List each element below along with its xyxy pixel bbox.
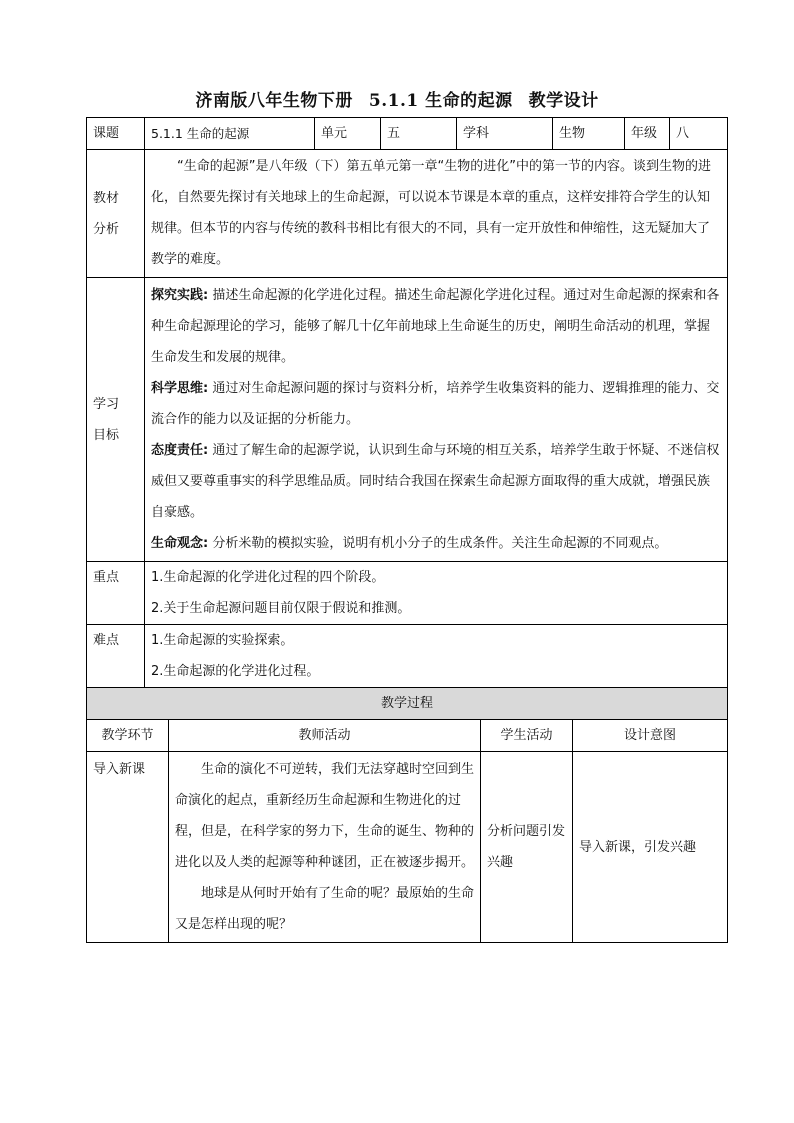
process-intent: 导入新课，引发兴趣 [573, 752, 728, 943]
objective-lead: 科学思维: [151, 381, 209, 396]
objectives-label-line2: 目标 [93, 427, 120, 443]
objective-text: 通过对生命起源问题的探讨与资料分析，培养学生收集资料的能力、逻辑推理的能力、交流合作的能力以及证据的分析能力。 [151, 381, 720, 427]
unit-label: 单元 [315, 118, 381, 150]
unit-value: 五 [381, 118, 457, 150]
difficulties-label: 难点 [87, 625, 145, 688]
analysis-label-line1: 教材 [93, 190, 120, 206]
objective-item [151, 528, 721, 559]
process-row [87, 752, 728, 943]
topic-label: 课题 [87, 118, 145, 150]
title-main: 济南版八年生物下册 [195, 91, 353, 111]
title-suffix: 教学设计 [528, 91, 599, 111]
analysis-row [87, 150, 728, 278]
teacher-paragraph: 地球是从何时开始有了生命的呢？最原始的生命又是怎样出现的呢？ [175, 886, 475, 932]
topic-value: 5.1.1 生命的起源 [145, 118, 315, 150]
info-row [87, 118, 728, 150]
column-stage: 教学环节 [87, 720, 169, 752]
column-intent: 设计意图 [573, 720, 728, 752]
key-point-item: 2.关于生命起源问题目前仅限于假说和推测。 [151, 601, 411, 616]
difficulty-item: 2.生命起源的化学进化过程。 [151, 664, 320, 679]
objectives-label-line1: 学习 [93, 396, 120, 412]
key-point-item: 1.生命起源的化学进化过程的四个阶段。 [151, 570, 385, 585]
subject-label: 学科 [457, 118, 553, 150]
process-columns-row [87, 720, 728, 752]
objective-item [151, 435, 721, 528]
teacher-paragraph: 生命的演化不可逆转，我们无法穿越时空回到生命演化的起点，重新经历生命起源和生物进化的过程，但是，在科学家的努力下，生命的诞生、物种的进化以及人类的起源等种种谜团，正在被逐步揭开。 [175, 762, 475, 870]
difficulties-row [87, 625, 728, 688]
analysis-label [87, 150, 145, 278]
lesson-plan-table [86, 117, 728, 943]
process-student: 分析问题引发兴趣 [481, 752, 573, 943]
objective-text: 分析米勒的模拟实验，说明有机小分子的生成条件。关注生命起源的不同观点。 [208, 536, 668, 551]
objective-lead: 态度责任: [151, 443, 209, 458]
process-heading-row [87, 688, 728, 720]
objectives-row [87, 278, 728, 562]
analysis-label-line2: 分析 [93, 221, 120, 237]
process-teacher [169, 752, 481, 943]
grade-label: 年级 [625, 118, 670, 150]
column-teacher: 教师活动 [169, 720, 481, 752]
page-title [0, 86, 794, 111]
subject-value: 生物 [553, 118, 625, 150]
objective-lead: 生命观念: [151, 536, 209, 551]
objective-item [151, 373, 721, 435]
analysis-text: “生命的起源”是八年级（下）第五单元第一章“生物的进化”中的第一节的内容。谈到生物的进化，自然要先探讨有关地球上的生命起源，可以说本节课是本章的重点，这样安排符合学生的认知规律。但本节的内容与传统的教科书相比有很大的不同，具有一定开放性和伸缩性，这无疑加大了教学的难度。 [151, 159, 711, 267]
key-points-label: 重点 [87, 562, 145, 625]
objectives-label [87, 278, 145, 562]
process-heading: 教学过程 [87, 688, 728, 720]
objective-item [151, 280, 721, 373]
process-stage: 导入新课 [87, 752, 169, 943]
objective-text: 通过了解生命的起源学说，认识到生命与环境的相互关系，培养学生敢于怀疑、不迷信权威但又要尊重事实的科学思维品质。同时结合我国在探索生命起源方面取得的重大成就，增强民族自豪感。 [151, 443, 720, 520]
grade-value: 八 [670, 118, 728, 150]
column-student: 学生活动 [481, 720, 573, 752]
key-points-row [87, 562, 728, 625]
objective-text: 描述生命起源的化学进化过程。描述生命起源化学进化过程。通过对生命起源的探索和各种生命起源理论的学习，能够了解几十亿年前地球上生命诞生的历史，阐明生命活动的机理，掌握生命发生和发展的规律。 [151, 288, 720, 365]
objective-lead: 探究实践: [151, 288, 209, 303]
title-section: 5.1.1 生命的起源 [368, 91, 513, 111]
difficulty-item: 1.生命起源的实验探索。 [151, 633, 294, 648]
